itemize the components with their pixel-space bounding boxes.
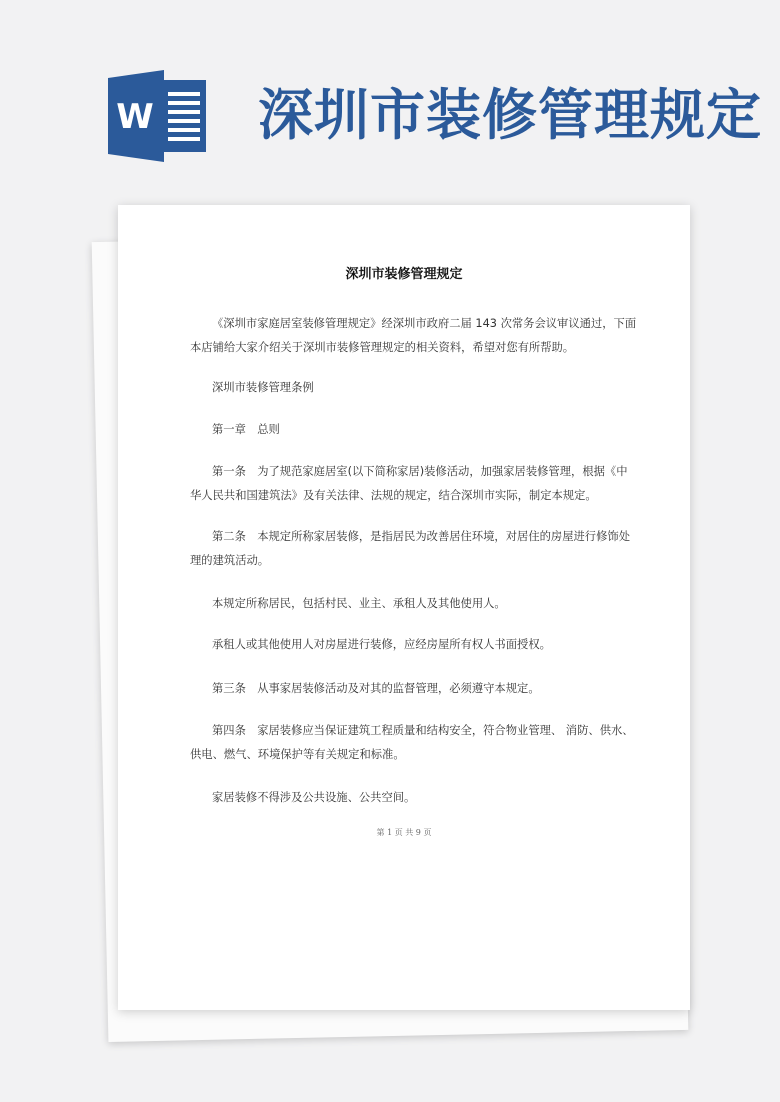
- banner-title: 深圳市装修管理规定: [258, 82, 763, 147]
- document-title: 深圳市装修管理规定: [345, 267, 463, 282]
- paragraph-line: 深圳市装修管理条例: [212, 381, 314, 394]
- page-number: 第 1 页 共 9 页: [376, 828, 432, 837]
- paragraph-line: 理的建筑活动。: [190, 554, 270, 567]
- paragraph-line: 本店铺给大家介绍关于深圳市装修管理规定的相关资料，希望对您有所帮助。: [190, 341, 575, 354]
- paragraph-line: 供电、燃气、环境保护等有关规定和标准。: [190, 748, 405, 761]
- paragraph-line: 华人民共和国建筑法》及有关法律、法规的规定，结合深圳市实际，制定本规定。: [190, 489, 597, 502]
- paragraph-line: 承租人或其他使用人对房屋进行装修，应经房屋所有权人书面授权。: [212, 638, 551, 651]
- paragraph-line: 第三条 从事家居装修活动及对其的监督管理，必须遵守本规定。: [212, 682, 540, 695]
- word-logo-icon: [108, 70, 208, 162]
- paragraph-line: 第二条 本规定所称家居装修，是指居民为改善居住环境，对居住的房屋进行修饰处: [212, 530, 630, 543]
- paragraph-line: 第一条 为了规范家庭居室(以下简称家居)装修活动，加强家居装修管理，根据《中: [212, 465, 628, 478]
- paragraph-line: 《深圳市家庭居室装修管理规定》经深圳市政府二届 143 次常务会议审议通过，下面: [212, 317, 637, 330]
- paragraph-line: 第四条 家居装修应当保证建筑工程质量和结构安全，符合物业管理、 消防、供水、: [212, 724, 634, 737]
- svg-text:W: W: [116, 97, 154, 137]
- document-page: [118, 205, 690, 1010]
- chapter-heading: 第一章 总则: [212, 423, 280, 436]
- paragraph-line: 家居装修不得涉及公共设施、公共空间。: [212, 791, 416, 804]
- paragraph-line: 本规定所称居民，包括村民、业主、承租人及其他使用人。: [212, 597, 506, 610]
